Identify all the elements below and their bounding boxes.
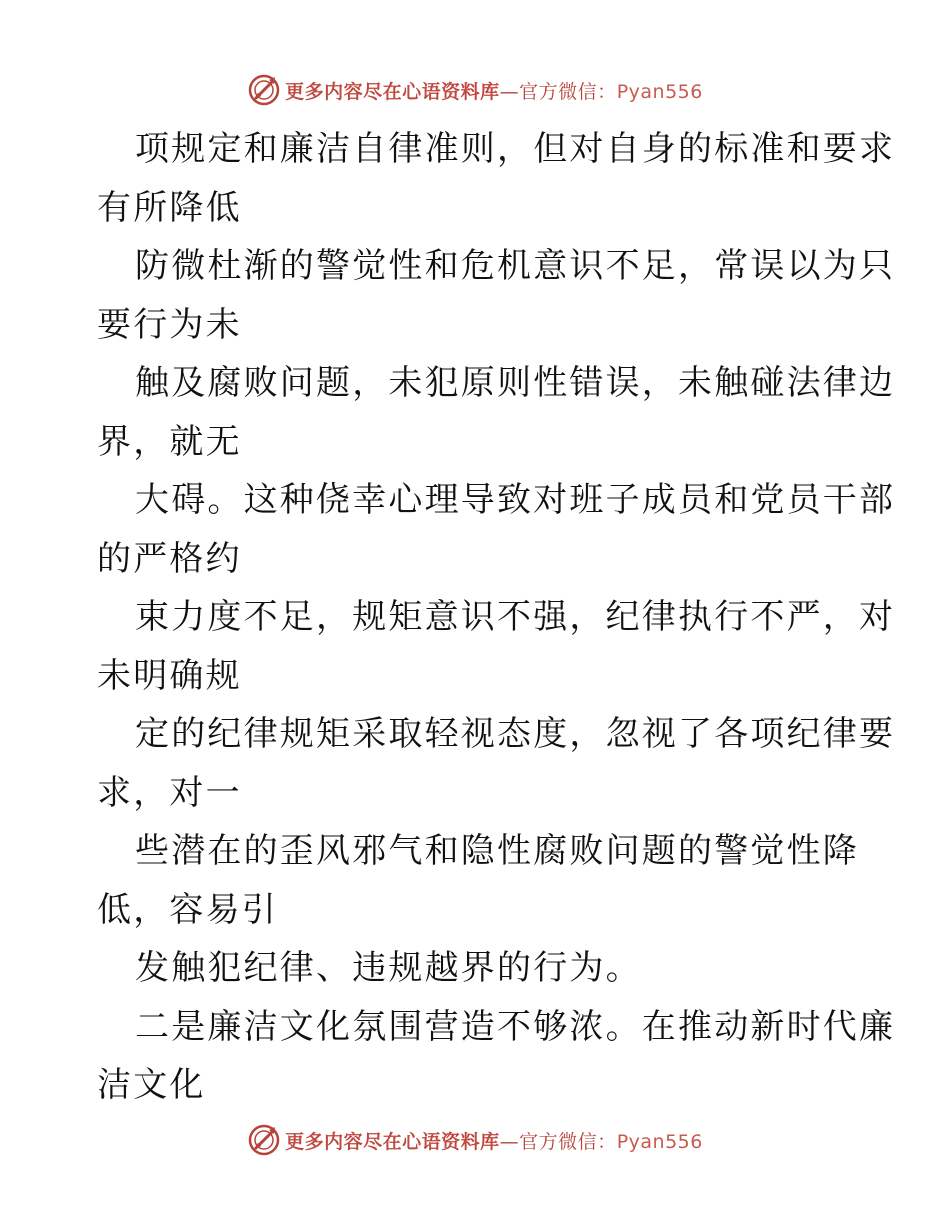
paragraph-8 bbox=[97, 939, 857, 998]
paragraph-line: 触及腐败问题，未犯原则性错误，未触碰法律边 bbox=[135, 363, 896, 403]
seal-logo-icon bbox=[247, 73, 281, 107]
footer-wechat-label: 官方微信： bbox=[519, 1130, 617, 1153]
paragraph-line: 有所降低 bbox=[97, 187, 242, 228]
paragraph-4 bbox=[97, 471, 896, 588]
paragraph-line: 大碍。这种侥幸心理导致对班子成员和党员干部 bbox=[135, 480, 896, 520]
footer-banner-text bbox=[285, 1127, 703, 1154]
paragraph-line: 求，对一 bbox=[97, 772, 242, 813]
header-banner-text bbox=[285, 77, 703, 104]
footer-banner bbox=[0, 1120, 950, 1160]
paragraph-6 bbox=[97, 705, 896, 822]
header-wechat-id: Pyan556 bbox=[616, 80, 703, 103]
header-wechat-label: 官方微信： bbox=[519, 80, 617, 103]
header-banner bbox=[0, 70, 950, 110]
header-banner-dash: — bbox=[499, 80, 520, 103]
footer-banner-main: 更多内容尽在心语资料库 bbox=[285, 1130, 500, 1153]
footer-wechat-id: Pyan556 bbox=[616, 1130, 703, 1153]
paragraph-line: 要行为未 bbox=[97, 304, 242, 345]
seal-logo-icon bbox=[247, 1123, 281, 1157]
paragraph-2 bbox=[97, 237, 896, 354]
paragraph-line: 洁文化 bbox=[97, 1065, 206, 1105]
paragraph-line: 发触犯纪律、违规越界的行为。 bbox=[135, 948, 642, 988]
paragraph-line: 二是廉洁文化氛围营造不够浓。在推动新时代廉 bbox=[135, 1006, 896, 1047]
paragraph-1 bbox=[97, 120, 896, 237]
paragraph-3 bbox=[97, 354, 896, 471]
paragraph-line: 项规定和廉洁自律准则，但对自身的标准和要求 bbox=[135, 129, 896, 169]
paragraph-line: 束力度不足，规矩意识不强，纪律执行不严，对 bbox=[135, 597, 896, 637]
footer-banner-dash: — bbox=[499, 1130, 520, 1153]
header-banner-main: 更多内容尽在心语资料库 bbox=[285, 80, 500, 103]
paragraph-5 bbox=[97, 588, 896, 705]
paragraph-line: 定的纪律规矩采取轻视态度，忽视了各项纪律要 bbox=[135, 714, 896, 754]
paragraph-line: 些潜在的歪风邪气和隐性腐败问题的警觉性降 bbox=[135, 831, 859, 871]
paragraph-line: 低，容易引 bbox=[97, 889, 278, 930]
document-body bbox=[97, 120, 896, 1115]
paragraph-line: 的严格约 bbox=[97, 538, 242, 579]
paragraph-7 bbox=[97, 822, 857, 939]
paragraph-9 bbox=[97, 998, 896, 1115]
paragraph-line: 界，就无 bbox=[97, 421, 242, 462]
paragraph-line: 未明确规 bbox=[97, 655, 242, 696]
paragraph-line: 防微杜渐的警觉性和危机意识不足，常误以为只 bbox=[135, 246, 896, 286]
